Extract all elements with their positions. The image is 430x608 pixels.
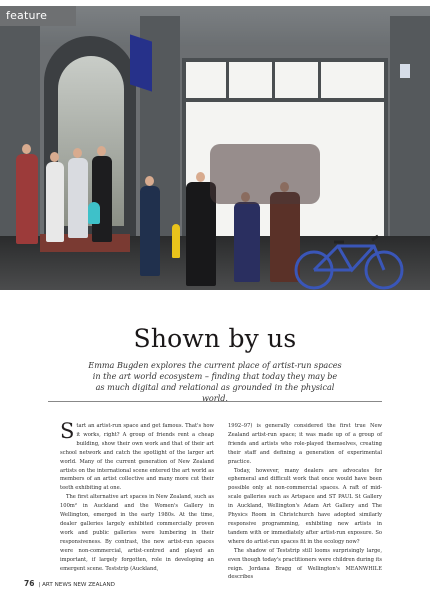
person-head	[196, 172, 205, 182]
crowd-inside	[210, 144, 320, 204]
building-pillar	[390, 16, 430, 261]
divider-rule	[48, 401, 382, 402]
section-tab: feature	[0, 6, 76, 26]
person	[140, 186, 160, 276]
window-mullion	[226, 58, 229, 100]
window-mullion	[272, 58, 275, 100]
person	[92, 156, 112, 242]
window-mullion	[318, 58, 321, 100]
person-head	[97, 146, 106, 156]
bicycle	[294, 232, 406, 290]
gallery-sign	[130, 34, 152, 91]
yellow-post	[172, 224, 180, 258]
article-title: Shown by us	[133, 324, 297, 353]
person	[68, 158, 88, 238]
body-paragraph: 1992–97) is generally considered the first true New Zealand artist-run space; it was made up of a group of friends and artists who role-played themselves, creating their staff and defining a generation of experimental practice.	[228, 423, 382, 465]
page-number: 76	[24, 579, 35, 588]
footer-divider: |	[38, 582, 43, 588]
body-paragraph: Today, however, many dealers are advocates for ephemeral and difficult work that once would have been possible only at non-commercial spaces. A raft of mid-scale galleries such as Artspace and ST PAUL St Gallery in Auckland, Wellington's Adam Art Gallery and The Physics Room in Christchurch have adopted similarly responsive programming, exhibiting new artists in tandem with or immediately after artist-run exposure. So where do artist-run spaces fit in the ecology now?	[228, 467, 382, 545]
body-paragraph: The first alternative art spaces in New Zealand, such as 100m² in Auckland and the Women's Gallery in Wellington, emerged in the early 1980s. At the time, dealer galleries largely exhibited commercially proven work and public galleries were lumbering in their responsiveness. By contrast, the new artist-run spaces were non-commercial, artist-centred and played an important, if largely forgotten, role in developing an emergent scene. Teststrip (Auckland,	[60, 494, 214, 572]
body-paragraph: The shadow of Teststrip still looms surprisingly large, even though today's practitioners were children during its reign. Jordana Bragg of Wellington's MEANWHILE describes	[228, 547, 382, 581]
person-head	[22, 144, 31, 154]
gallery-exterior-photo	[0, 6, 430, 290]
person-head	[73, 148, 82, 158]
person	[46, 162, 64, 242]
publication-name: ART NEWS NEW ZEALAND	[42, 582, 115, 588]
body-column-left	[60, 419, 214, 573]
drop-cap: S	[60, 419, 75, 443]
person-head	[50, 152, 59, 162]
body-column-right	[228, 422, 382, 582]
person	[16, 154, 38, 244]
person-head	[145, 176, 154, 186]
wall-sign	[400, 64, 410, 78]
window-transom	[182, 98, 388, 102]
article-standfirst: Emma Bugden explores the current place of artist-run spaces in the art world ecosystem – finding that today they may be as much digital and relational as grounded in the physical world.	[88, 360, 342, 403]
page-footer	[24, 579, 115, 588]
body-paragraph	[60, 419, 214, 493]
paragraph-text: tart an artist-run space and get famous. That's how it works, right? A group of friends rent a cheap building, show their own work and that of their art school network and catch the spotlight of the larger art world. Many of the current generation of New Zealand artists on the international scene entered the art world as members of an artist collective and many more cut their teeth exhibiting at one.	[60, 423, 214, 492]
turquoise-bag	[88, 202, 100, 224]
person	[234, 202, 260, 282]
